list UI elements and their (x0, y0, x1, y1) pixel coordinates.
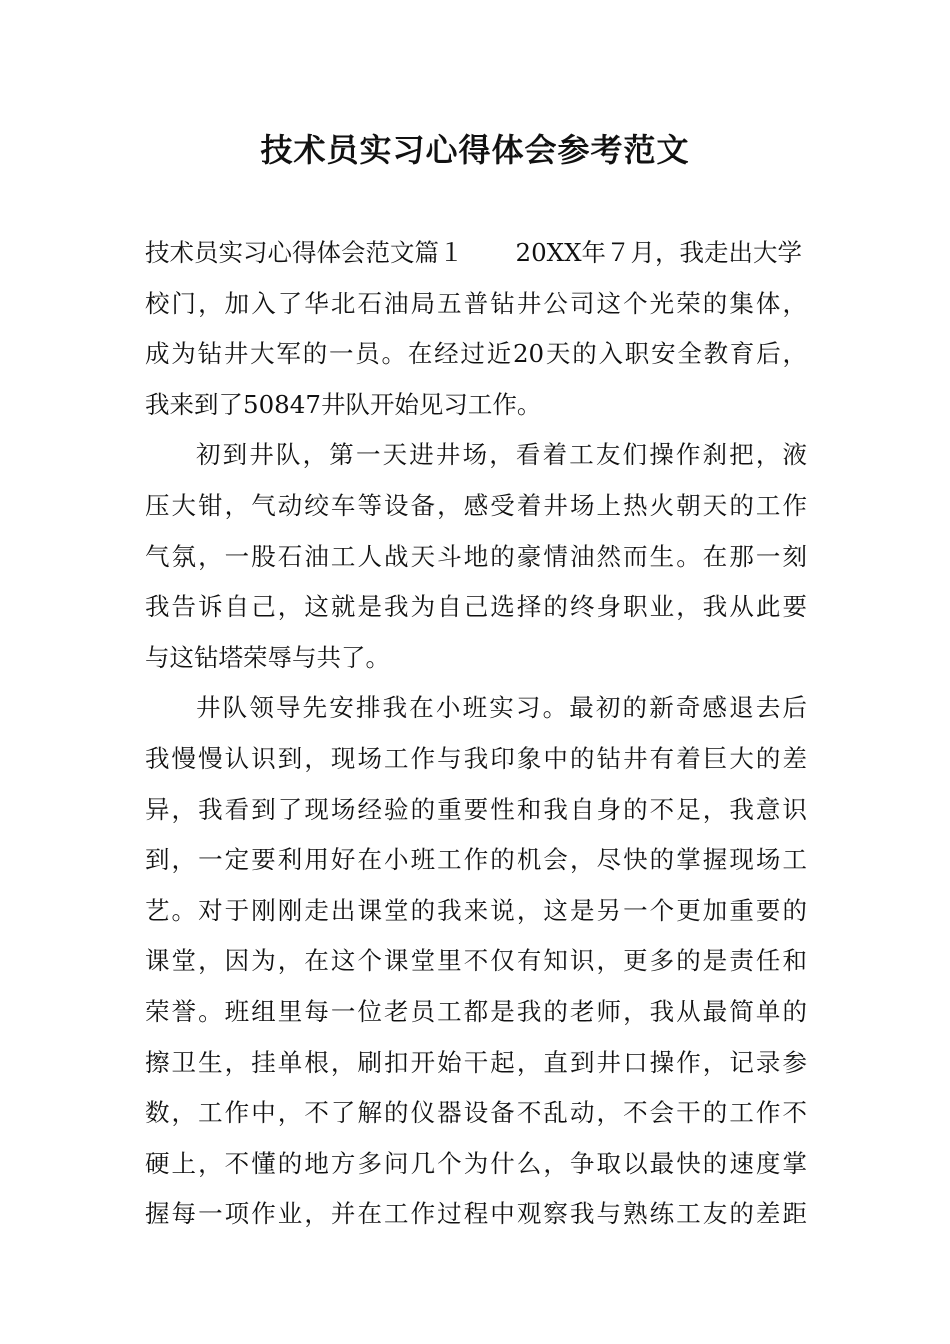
paragraph-line: 到，一定要利用好在小班工作的机会，尽快的掌握现场工 (145, 845, 807, 875)
paragraph-line: 与这钻塔荣辱与共了。 (145, 642, 390, 672)
paragraph-line: 我告诉自己，这就是我为自己选择的终身职业，我从此要 (145, 592, 807, 622)
paragraph-line (145, 228, 807, 279)
paragraph-line: 硬上，不懂的地方多问几个为什么，争取以最快的速度掌 (145, 1148, 807, 1178)
paragraph-line: 擦卫生，挂单根，刷扣开始干起，直到井口操作，记录参 (145, 1047, 807, 1077)
document-body (145, 228, 807, 1240)
paragraph-line: 压大钳，气动绞车等设备，感受着井场上热火朝天的工作 (145, 490, 807, 520)
paragraph-1 (145, 228, 807, 430)
paragraph-2 (145, 430, 807, 683)
paragraph-line: 课堂，因为，在这个课堂里不仅有知识，更多的是责任和 (145, 946, 807, 976)
paragraph-line: 我来到了50847井队开始见习工作。 (145, 389, 542, 419)
paragraph-line: 异，我看到了现场经验的重要性和我自身的不足，我意识 (145, 794, 807, 824)
paragraph-line: 校门，加入了华北石油局五普钻井公司这个光荣的集体， (145, 288, 807, 318)
paragraph-line: 气氛，一股石油工人战天斗地的豪情油然而生。在那一刻 (145, 541, 807, 571)
paragraph-text: 20XX年７月，我走出大学 (515, 238, 803, 267)
paragraph-line: 荣誉。班组里每一位老员工都是我的老师，我从最简单的 (145, 996, 807, 1026)
paragraph-3 (145, 683, 807, 1240)
section-heading: 技术员实习心得体会范文篇１ (145, 238, 464, 267)
paragraph-line: 我慢慢认识到，现场工作与我印象中的钻井有着巨大的差 (145, 743, 807, 773)
paragraph-line: 数，工作中，不了解的仪器设备不乱动，不会干的工作不 (145, 1098, 807, 1128)
paragraph-line: 井队领导先安排我在小班实习。最初的新奇感退去后 (196, 693, 807, 723)
document-title: 技术员实习心得体会参考范文 (260, 131, 690, 169)
paragraph-line: 握每一项作业，并在工作过程中观察我与熟练工友的差距 (145, 1199, 807, 1229)
paragraph-line: 艺。对于刚刚走出课堂的我来说，这是另一个更加重要的 (145, 895, 807, 925)
paragraph-line: 成为钻井大军的一员。在经过近20天的入职安全教育后， (145, 339, 807, 369)
paragraph-line: 初到井队，第一天进井场，看着工友们操作刹把，液 (196, 440, 807, 470)
